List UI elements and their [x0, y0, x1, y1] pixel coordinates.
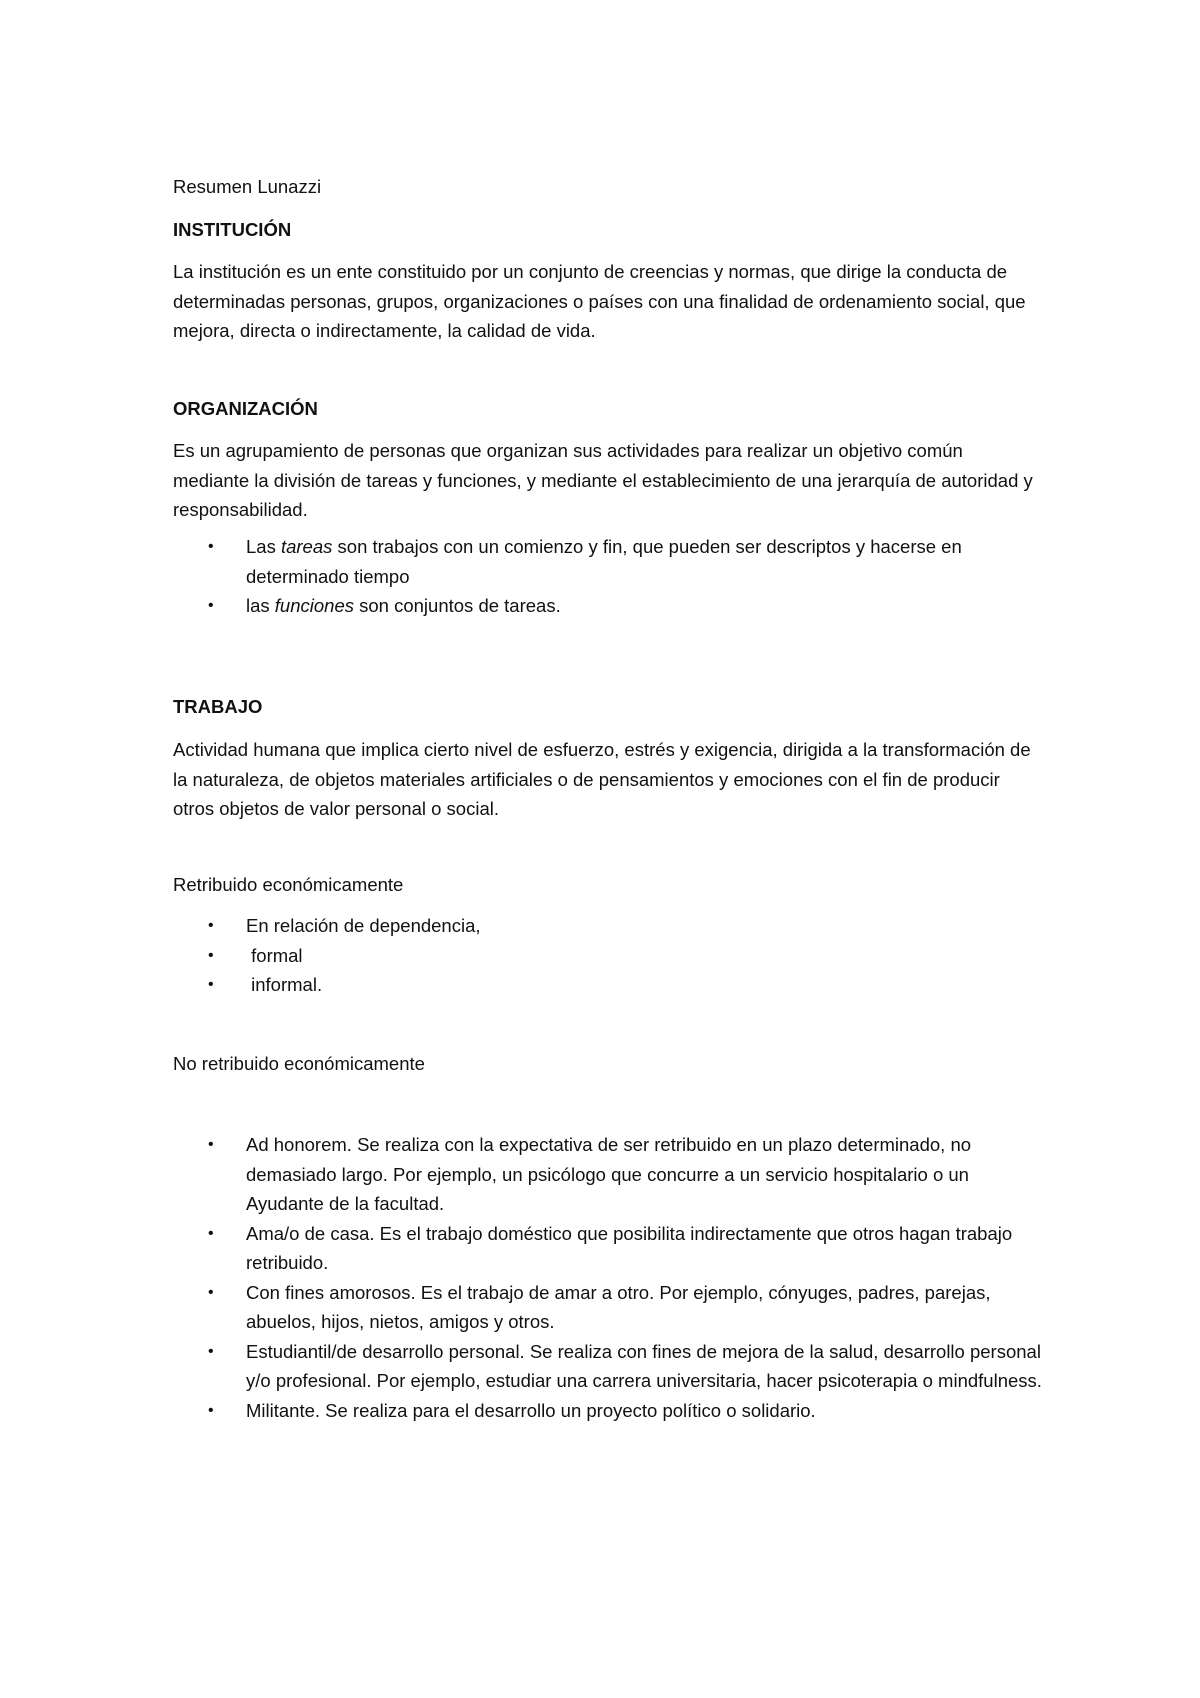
no-retribuido-bullet-list: [173, 1130, 1043, 1425]
bullet-icon: •: [208, 1401, 214, 1419]
subheading-no-retribuido: No retribuido económicamente: [173, 1053, 425, 1074]
document-page: [173, 0, 1043, 1698]
list-item: • Militante. Se realiza para el desarrollo un proyecto político o solidario.: [173, 1396, 1043, 1426]
list-item: • Con fines amorosos. Es el trabajo de amar a otro. Por ejemplo, cónyuges, padres, parejas, abuelos, hijos, nietos, amigos y otros.: [173, 1278, 1043, 1337]
list-item: • Ama/o de casa. Es el trabajo doméstico que posibilita indirectamente que otros hagan trabajo retribuido.: [173, 1219, 1043, 1278]
bullet-icon: •: [208, 946, 214, 964]
paragraph-organizacion: Es un agrupamiento de personas que organizan sus actividades para realizar un objetivo común mediante la división de tareas y funciones, y mediante el establecimiento de una jerarquía de autoridad y responsabilidad.: [173, 440, 1033, 520]
heading-trabajo: TRABAJO: [173, 696, 263, 717]
list-item: • En relación de dependencia,: [173, 911, 1043, 941]
bullet-icon: •: [208, 538, 214, 555]
subheading-retribuido: Retribuido económicamente: [173, 874, 404, 895]
list-item: • formal: [173, 941, 1043, 971]
document-title: Resumen Lunazzi: [173, 176, 322, 197]
paragraph-institucion: La institución es un ente constituido por un conjunto de creencias y normas, que dirige la conducta de determinadas personas, grupos, organizaciones o países con una finalidad de ordenamiento social, que mejora, directa o indirectamente, la calidad de vida.: [173, 261, 1026, 341]
bullet-icon: •: [208, 917, 214, 934]
list-item: • las funciones son conjuntos de tareas.: [173, 591, 1043, 621]
bullet-icon: •: [208, 976, 214, 993]
organizacion-bullet-list: [173, 532, 1043, 621]
bullet-icon: •: [208, 1224, 214, 1242]
bullet-icon: •: [208, 1136, 214, 1153]
bullet-icon: •: [208, 1342, 214, 1360]
list-item: • Las tareas son trabajos con un comienzo y fin, que pueden ser descriptos y hacerse en determinado tiempo: [173, 532, 1043, 591]
bullet-icon: •: [208, 597, 214, 614]
heading-organizacion: ORGANIZACIÓN: [173, 398, 318, 419]
bullet-icon: •: [208, 1283, 214, 1301]
retribuido-bullet-list: [173, 911, 1043, 1000]
paragraph-trabajo: Actividad humana que implica cierto nivel de esfuerzo, estrés y exigencia, dirigida a la transformación de la naturaleza, de objetos materiales artificiales o de pensamientos y emociones con el fin de producir otros objetos de valor personal o social.: [173, 739, 1031, 819]
list-item: • Estudiantil/de desarrollo personal. Se realiza con fines de mejora de la salud, desarrollo personal y/o profesional. Por ejemplo, estudiar una carrera universitaria, hacer psicoterapia o mindfulness.: [173, 1337, 1043, 1396]
heading-institucion: INSTITUCIÓN: [173, 219, 292, 240]
list-item: • informal.: [173, 970, 1043, 1000]
list-item: • Ad honorem. Se realiza con la expectativa de ser retribuido en un plazo determinado, no demasiado largo. Por ejemplo, un psicólogo que concurre a un servicio hospitalario o un Ayudante de la facultad.: [173, 1130, 1043, 1219]
